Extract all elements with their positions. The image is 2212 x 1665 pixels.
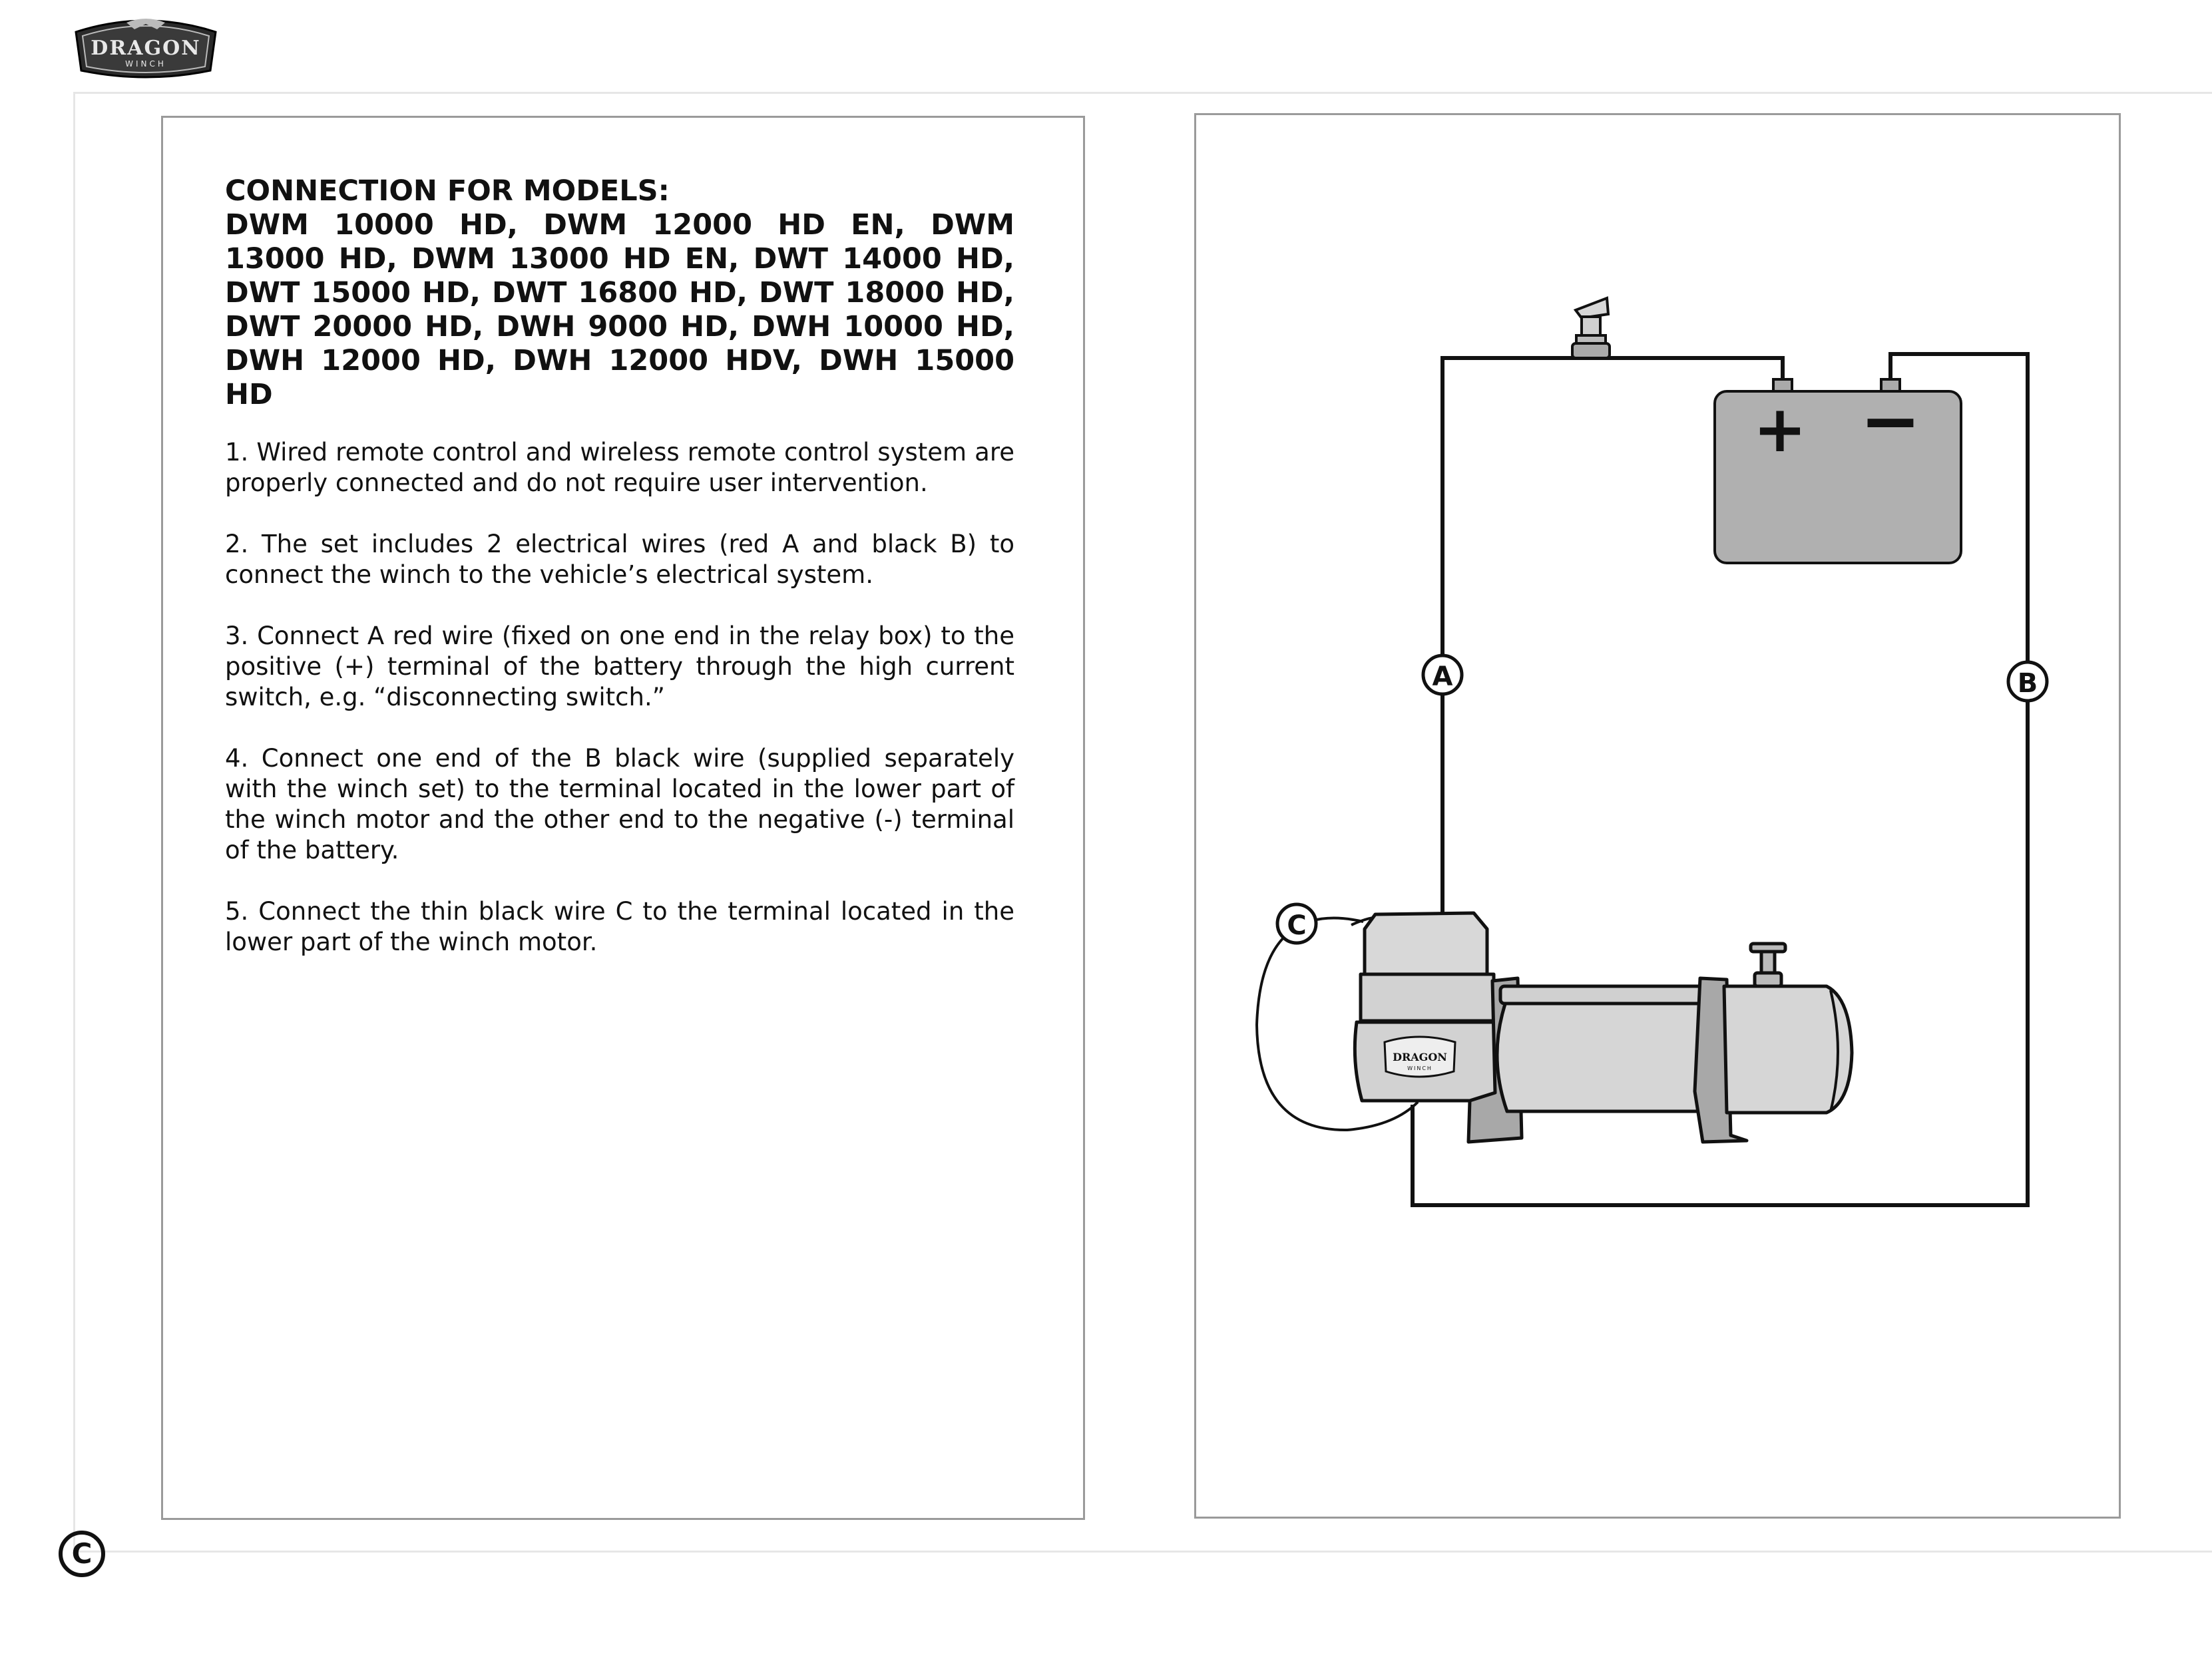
- dragon-winch-logo: [71, 9, 221, 80]
- battery-icon: [1715, 379, 1961, 563]
- battery-minus-terminal: −: [1859, 378, 1922, 463]
- step-2: 2. The set includes 2 electrical wires (red A and black B) to connect the winch to the vehicle’s electrical system.: [225, 530, 1014, 589]
- label-b: B: [2017, 668, 2038, 699]
- logo-text: DRAGON: [91, 37, 201, 60]
- copyright-icon: [57, 1529, 107, 1578]
- label-a: A: [1432, 661, 1453, 692]
- logo-subtext: WINCH: [125, 59, 166, 69]
- step-3: 3. Connect A red wire (fixed on one end in the relay box) to the positive (+) terminal of the battery through the high current switch, e.g. “disconnecting switch.”: [225, 622, 1014, 711]
- winch-logo-text: DRAGON: [1393, 1051, 1447, 1063]
- label-c: C: [1287, 910, 1307, 941]
- battery-plus-terminal: +: [1753, 392, 1807, 466]
- step-4: 4. Connect one end of the B black wire (supplied separately with the winch set) to the terminal located in the lower part of the winch motor and the other end to the negative (-) terminal of the battery.: [225, 744, 1014, 864]
- disconnect-switch-icon: [1572, 298, 1610, 358]
- heading-models: DWM 10000 HD, DWM 12000 HD EN, DWM 13000 HD, DWM 13000 HD EN, DWT 14000 HD, DWT 15000 HD, DWT 16800 HD, DWT 18000 HD, DWT 20000 HD, DWH 9000 HD, DWH 10000 HD, DWH 12000 HD, DWH 12000 HDV, DWH 15000 HD: [225, 208, 1014, 411]
- step-5: 5. Connect the thin black wire C to the terminal located in the lower part of the winch motor.: [225, 897, 1014, 956]
- battery-body: [1715, 391, 1961, 563]
- wiring-diagram: [1194, 113, 2121, 1519]
- steps-list: [225, 437, 1014, 958]
- heading-title: CONNECTION FOR MODELS:: [225, 174, 670, 208]
- winch-icon: [1355, 913, 1852, 1142]
- svg-text:C: C: [71, 1537, 93, 1570]
- connection-heading: [225, 174, 1014, 412]
- instructions-text: [225, 174, 1014, 988]
- winch-logo-subtext: WINCH: [1407, 1065, 1433, 1071]
- step-1: 1. Wired remote control and wireless remote control system are properly connected and do not require user intervention.: [225, 438, 1014, 497]
